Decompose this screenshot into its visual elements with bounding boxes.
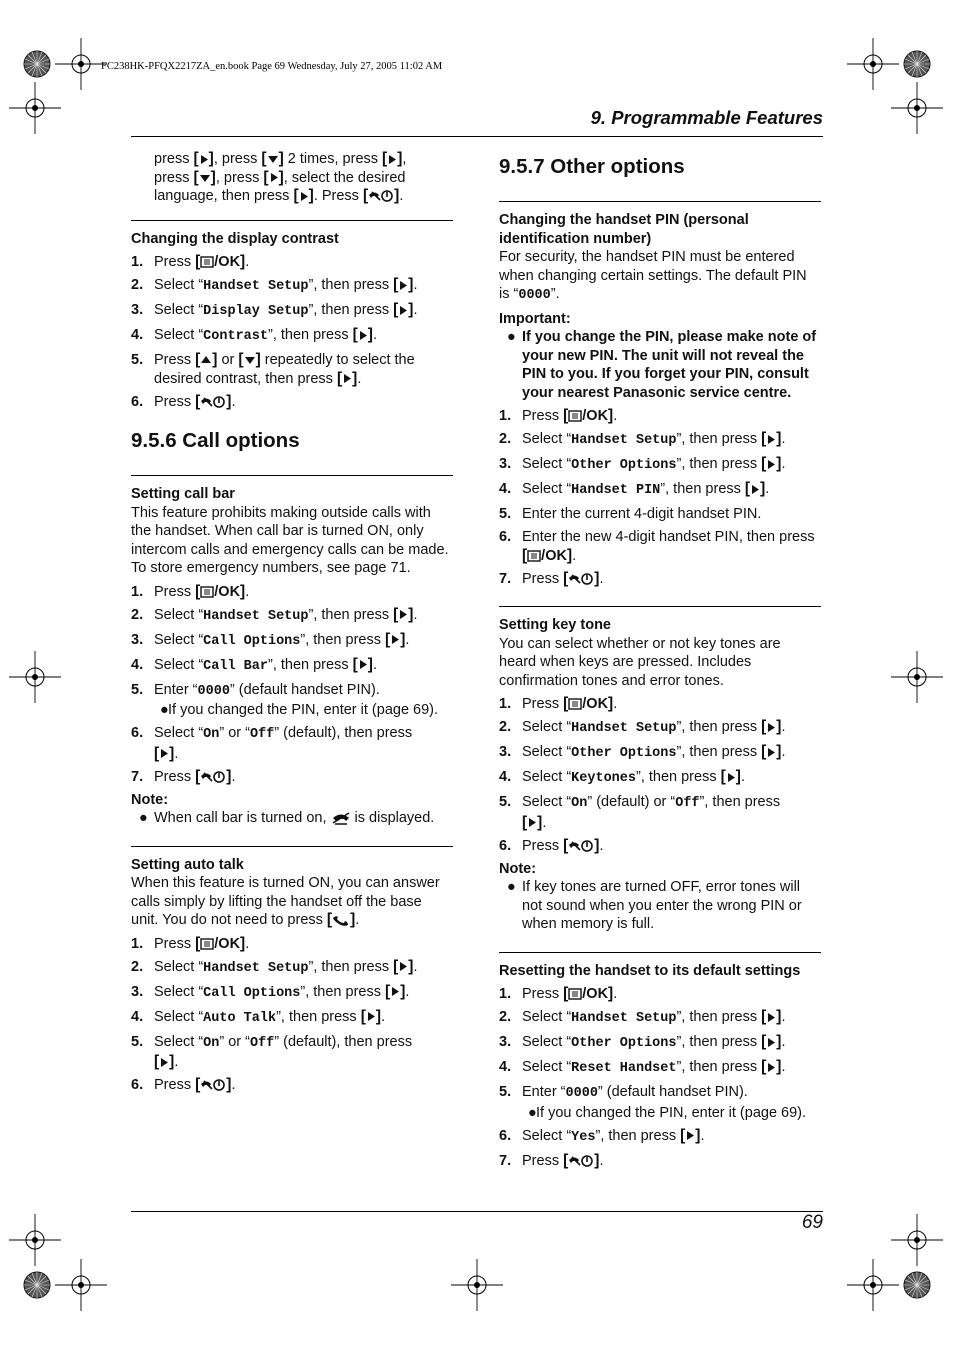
- step: 4. Select “Contrast”, then press [ ] .: [131, 326, 377, 344]
- step: 3. Select “Call Options”, then press [ ] .: [131, 982, 410, 1001]
- important-bullet: ● If you change the PIN, please make note of your new PIN. The unit will not reveal the PIN to you. If you forget your PIN, consult your nearest Panasonic service centre.: [507, 329, 817, 401]
- right-arrow-icon: [ ]: [761, 430, 782, 447]
- step: 6. Enter the new 4-digit handset PIN, then press [ /OK ] .: [499, 529, 815, 564]
- menu-ok-key-icon: [ /OK ]: [195, 934, 246, 952]
- down-arrow-icon: [ ]: [193, 168, 216, 186]
- right-arrow-icon: [ ]: [761, 1033, 782, 1050]
- page-number: 69: [801, 1212, 823, 1233]
- note-label: Note:: [499, 860, 537, 877]
- other-options-heading: 9.5.7 Other options: [499, 155, 685, 178]
- handset-pin-section: [499, 201, 821, 588]
- step: 5. Enter the current 4-digit handset PIN.: [499, 506, 762, 522]
- step: 4. Select “Handset PIN”, then press [ ] .: [499, 480, 770, 498]
- step: 2. Select “Handset Setup”, then press [ ] .: [131, 276, 418, 294]
- off-key-icon: [ ]: [195, 1076, 232, 1093]
- important-label: Important:: [499, 310, 571, 327]
- step: 1. Press [ /OK ] .: [131, 582, 250, 600]
- display-contrast-section: [131, 220, 453, 412]
- step: 6. Select “On” or “Off” (default), then press [ ] .: [131, 725, 413, 762]
- right-arrow-icon: [ ]: [720, 768, 741, 785]
- right-arrow-icon: [ ]: [393, 605, 414, 623]
- right-arrow-icon: [ ]: [293, 187, 314, 204]
- step: 3. Select “Other Options”, then press [ ] .: [499, 455, 786, 473]
- right-arrow-icon: [ ]: [761, 743, 782, 760]
- step: 5. Press [ ] or [ ] repeatedly to select the desired contrast, then press [ ] .: [131, 351, 415, 387]
- right-arrow-icon: [ ]: [360, 1007, 382, 1025]
- reset-handset-section: [499, 952, 821, 1171]
- step: 5. Enter “0000” (default handset PIN). ● If you changed the PIN, enter it (page 69).: [131, 681, 453, 720]
- step: 5. Enter “0000” (default handset PIN). ● If you changed the PIN, enter it (page 69).: [499, 1083, 821, 1122]
- step: 7. Press [ ] .: [499, 1151, 604, 1169]
- right-arrow-icon: [ ]: [352, 655, 373, 673]
- step: 3. Select “Other Options”, then press [ ] .: [499, 1033, 786, 1051]
- auto-talk-section: [131, 846, 453, 1095]
- right-arrow-icon: [ ]: [744, 480, 766, 497]
- step: 2. Select “Handset Setup”, then press [ ] .: [499, 718, 786, 736]
- down-arrow-icon: [ ]: [261, 150, 284, 167]
- reset-handset-title: Resetting the handset to its default settings: [499, 962, 801, 979]
- header-rule: [131, 136, 823, 137]
- off-key-icon: [ ]: [362, 187, 400, 204]
- menu-ok-key-icon: [ /OK ]: [522, 546, 573, 564]
- step: 6. Press [ ] .: [131, 1076, 236, 1093]
- auto-talk-title: Setting auto talk: [131, 856, 244, 873]
- off-key-icon: [ ]: [195, 392, 232, 410]
- key-tone-section: [499, 606, 821, 934]
- note-bullet: ● If key tones are turned OFF, error tones will not sound when you enter the wrong PIN or when memory is full.: [507, 879, 802, 932]
- note-label: Note:: [131, 791, 169, 808]
- sub-bullet: ● If you changed the PIN, enter it (page 69).: [528, 1104, 807, 1121]
- menu-ok-key-icon: [ /OK ]: [563, 985, 614, 1002]
- step: 2. Select “Handset Setup”, then press [ ] .: [131, 605, 418, 624]
- call-bar-title: Setting call bar: [131, 486, 235, 502]
- off-key-icon: [ ]: [563, 1151, 600, 1169]
- display-contrast-title: Changing the display contrast: [131, 230, 339, 247]
- off-key-icon: [ ]: [195, 767, 232, 785]
- section-title: 9. Programmable Features: [590, 107, 823, 128]
- step: 4. Select “Keytones”, then press [ ] .: [499, 768, 745, 786]
- right-arrow-icon: [ ]: [522, 813, 543, 831]
- right-arrow-icon: [ ]: [193, 150, 214, 167]
- sub-bullet: ● If you changed the PIN, enter it (page 69).: [160, 702, 439, 718]
- menu-ok-key-icon: [ /OK ]: [195, 582, 246, 600]
- step: 4. Select “Auto Talk”, then press [ ] .: [131, 1007, 386, 1026]
- step: 6. Press [ ] .: [499, 836, 604, 854]
- footer-rule: [131, 1211, 823, 1212]
- step: 2. Select “Handset Setup”, then press [ ] .: [499, 1008, 786, 1026]
- key-tone-title: Setting key tone: [499, 617, 611, 633]
- up-arrow-icon: [ ]: [195, 351, 218, 368]
- step: 1. Press [ /OK ] .: [499, 985, 618, 1002]
- step: 2. Select “Handset Setup”, then press [ ] .: [131, 957, 418, 976]
- step: 4. Select “Call Bar”, then press [ ] .: [131, 655, 377, 674]
- language-instructions: press [ ] , press [ ] 2 times, press [ ] , press [ ] , press [ ] , select the desired language, then press [ ] . Press [ ] .: [154, 150, 407, 204]
- right-arrow-icon: [ ]: [680, 1126, 701, 1144]
- menu-ok-key-icon: [ /OK ]: [563, 407, 614, 424]
- step: 3. Select “Call Options”, then press [ ] .: [131, 630, 410, 649]
- right-arrow-icon: [ ]: [336, 369, 358, 387]
- key-tone-description: You can select whether or not key tones are heard when keys are pressed. Includes confirmation tones and error tones.: [499, 635, 781, 689]
- off-key-icon: [ ]: [563, 569, 600, 587]
- step: 3. Select “Display Setup”, then press [ ] .: [131, 301, 418, 319]
- step: 1. Press [ /OK ] .: [499, 695, 618, 712]
- call-options-heading: 9.5.6 Call options: [131, 429, 300, 452]
- right-arrow-icon: [ ]: [393, 301, 414, 318]
- step: 4. Select “Reset Handset”, then press [ ] .: [499, 1058, 786, 1076]
- step: 6. Select “Yes”, then press [ ] .: [499, 1126, 705, 1145]
- right-arrow-icon: [ ]: [761, 1008, 782, 1025]
- talk-key-icon: [ ]: [326, 911, 356, 928]
- auto-talk-description: When this feature is turned ON, you can answer calls simply by lifting the handset off the base unit. You do not need to press [ ] .: [131, 875, 440, 928]
- step: 1. Press [ /OK ] .: [131, 253, 250, 270]
- right-arrow-icon: [ ]: [761, 1058, 782, 1075]
- step: 5. Select “On” (default) or “Off”, then press [ ] .: [499, 794, 781, 831]
- right-arrow-icon: [ ]: [393, 276, 414, 293]
- right-arrow-icon: [ ]: [761, 455, 782, 472]
- step: 2. Select “Handset Setup”, then press [ ] .: [499, 430, 786, 448]
- step: 1. Press [ /OK ] .: [131, 934, 250, 952]
- right-arrow-icon: [ ]: [263, 168, 284, 186]
- right-arrow-icon: [ ]: [761, 718, 782, 735]
- right-arrow-icon: [ ]: [385, 982, 406, 1000]
- menu-ok-key-icon: [ /OK ]: [195, 253, 246, 270]
- print-info: FC238HK-PFQX2217ZA_en.book Page 69 Wednesday, July 27, 2005 11:02 AM: [101, 61, 443, 72]
- step: 7. Press [ ] .: [131, 767, 236, 785]
- right-arrow-icon: [ ]: [382, 150, 403, 167]
- handset-pin-description: For security, the handset PIN must be entered when changing certain settings. The default PIN is “0000”.: [499, 249, 807, 303]
- step: 1. Press [ /OK ] .: [499, 407, 618, 424]
- right-column: [499, 150, 821, 1175]
- right-arrow-icon: [ ]: [385, 630, 406, 648]
- left-column: [131, 150, 453, 1099]
- right-arrow-icon: [ ]: [352, 326, 373, 343]
- call-bar-icon: [331, 811, 351, 825]
- down-arrow-icon: [ ]: [238, 351, 261, 368]
- step: 3. Select “Other Options”, then press [ ] .: [499, 743, 786, 761]
- step: 5. Select “On” or “Off” (default), then press [ ] .: [131, 1033, 413, 1070]
- call-bar-section: [131, 475, 453, 828]
- right-arrow-icon: [ ]: [154, 1053, 175, 1070]
- menu-ok-key-icon: [ /OK ]: [563, 695, 614, 712]
- call-bar-description: This feature prohibits making outside calls with the handset. When call bar is turned ON, only intercom calls and emergency calls can be made. To store emergency numbers, see page 71.: [131, 504, 449, 576]
- handset-pin-title: Changing the handset PIN (personal identification number): [499, 212, 749, 247]
- step: 6. Press [ ] .: [131, 392, 236, 410]
- right-arrow-icon: [ ]: [393, 957, 414, 975]
- off-key-icon: [ ]: [563, 836, 600, 854]
- right-arrow-icon: [ ]: [154, 744, 175, 762]
- note-bullet: ● When call bar is turned on, is displayed.: [139, 810, 435, 826]
- step: 7. Press [ ] .: [499, 569, 604, 587]
